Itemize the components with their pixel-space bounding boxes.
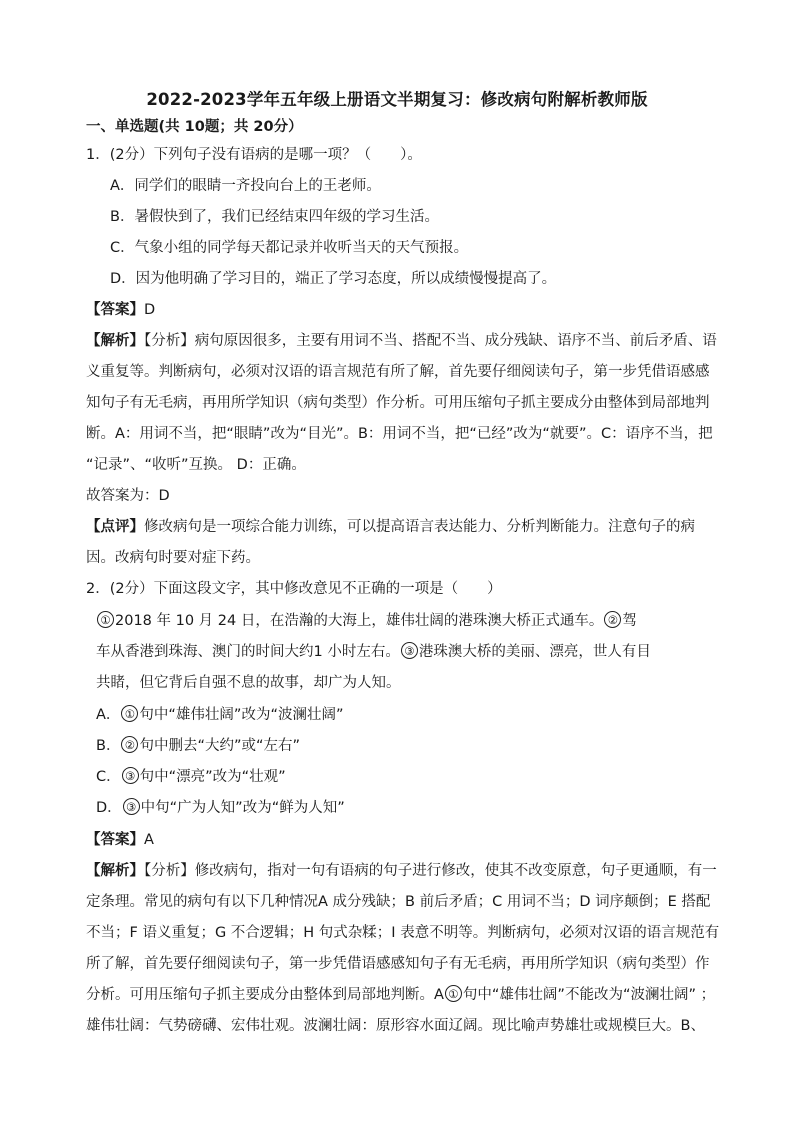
option-text: 句中删去“大约”或“左右”: [139, 738, 301, 754]
question-2-analysis-line: 不当；F 语义重复；G 不合逻辑；H 句式杂糅；I 表意不明等。判断病句，必须对汉语的语言规范有: [86, 925, 720, 941]
question-2-passage-line: 共睹，但它背后自强不息的故事，却广为人知。: [96, 675, 401, 691]
question-1-option-c: C．气象小组的同学每天都记录并收听当天的天气预报。: [110, 240, 469, 256]
passage-text: 港珠澳大桥的美丽、漂亮，世人有目: [418, 644, 651, 660]
question-2-passage-line: [96, 611, 637, 631]
question-2-analysis-line: [86, 861, 717, 881]
question-1-stem: 1．(2分）下列句子没有语病的是哪一项？（ ）。: [86, 147, 422, 163]
answer-value: A: [144, 832, 154, 848]
question-2-answer: [86, 830, 154, 850]
page-title: 2022-2023学年五年级上册语文半期复习：修改病句附解析教师版: [146, 90, 648, 109]
question-1-analysis-line: 知句子有无毛病，再用所学知识（病句类型）作分析。可用压缩句子抓主要成分由整体到局部地判: [86, 395, 710, 411]
passage-text: 车从香港到珠海、澳门的时间大约1 小时左右。: [96, 644, 400, 660]
passage-text: 驾: [622, 613, 637, 629]
question-2-analysis-line: 定条理。常见的病句有以下几种情况A 成分残缺；B 前后矛盾；C 用词不当；D 词序颠倒；E 搭配: [86, 894, 711, 910]
comment-text: 修改病句是一项综合能力训练，可以提高语言表达能力、分析判断能力。注意句子的病: [144, 519, 695, 535]
question-2-analysis-line: 所了解，首先要仔细阅读句子，第一步凭借语感感知句子有无毛病，再用所学知识（病句类型）作: [86, 956, 710, 972]
circled-number: ①: [121, 705, 138, 722]
question-2-option-a: [96, 705, 343, 725]
circled-number: ②: [121, 736, 138, 753]
circled-number: ③: [122, 767, 139, 784]
question-1-answer: [86, 300, 155, 320]
circled-number: ①: [97, 611, 114, 628]
option-prefix: B．: [96, 738, 121, 754]
answer-value: D: [144, 302, 156, 318]
question-1-analysis-line: 义重复等。判断病句，必须对汉语的语言规范有所了解，首先要仔细阅读句子，第一步凭借语感感: [86, 364, 710, 380]
answer-tag: 【答案】: [86, 302, 144, 318]
option-text: 中句“广为人知”改为“鲜为人知”: [140, 800, 345, 816]
circled-number: ③: [123, 798, 140, 815]
analysis-text: 【分析】修改病句，指对一句有语病的句子进行修改，使其不改变原意，句子更通顺，有一: [144, 863, 717, 879]
circled-number: ②: [604, 611, 621, 628]
answer-tag: 【答案】: [86, 832, 144, 848]
question-2-analysis-line: 雄伟壮阔：气势磅礴、宏伟壮观。波澜壮阔：原形容水面辽阔。现比喻声势雄壮或规模巨大。B、: [86, 1018, 705, 1034]
option-text: 句中“漂亮”改为“壮观”: [139, 769, 286, 785]
analysis-text: 分析。可用压缩句子抓主要成分由整体到局部地判断。A: [86, 987, 444, 1003]
analysis-text: 【分析】病句原因很多，主要有用词不当、搭配不当、成分残缺、语序不当、前后矛盾、语: [144, 333, 717, 349]
comment-tag: 【点评】: [86, 519, 144, 535]
question-2-option-d: [96, 798, 345, 818]
section-heading: 一、单选题(共 10题；共 20分）: [86, 119, 303, 135]
analysis-tag: 【解析】: [86, 333, 144, 349]
question-2-passage-line: [96, 642, 651, 662]
question-1-analysis-line: “记录”、“收听”互换。 D：正确。: [86, 457, 306, 473]
question-2-stem: 2．(2分）下面这段文字，其中修改意见不正确的一项是（ ）: [86, 581, 502, 597]
analysis-text: 句中“雄伟壮阔”不能改为“波澜壮阔” ；: [462, 987, 716, 1003]
option-prefix: A．: [96, 707, 121, 723]
question-1-analysis-line: [86, 331, 717, 351]
question-1-comment-line: [86, 517, 695, 537]
question-2-option-c: [96, 767, 286, 787]
option-text: 句中“雄伟壮阔”改为“波澜壮阔”: [139, 707, 344, 723]
question-1-option-d: D．因为他明确了学习目的，端正了学习态度，所以成绩慢慢提高了。: [110, 271, 557, 287]
circled-number: ①: [445, 985, 462, 1002]
option-prefix: C．: [96, 769, 121, 785]
question-2-analysis-line: [86, 985, 715, 1005]
analysis-tag: 【解析】: [86, 863, 144, 879]
question-1-option-a: A．同学们的眼睛一齐投向台上的王老师。: [110, 178, 381, 194]
question-1-comment-line: 因。改病句时要对症下药。: [86, 550, 260, 566]
question-1-analysis-line: 断。A：用词不当，把“眼睛”改为“目光”。B：用词不当，把“已经”改为“就要”。C：语序不当，把: [86, 426, 713, 442]
circled-number: ③: [401, 642, 418, 659]
passage-text: 2018 年 10 月 24 日，在浩瀚的大海上，雄伟壮阔的港珠澳大桥正式通车。: [115, 613, 604, 629]
question-1-conclusion: 故答案为：D: [86, 488, 170, 504]
option-prefix: D．: [96, 800, 122, 816]
question-1-option-b: B．暑假快到了，我们已经结束四年级的学习生活。: [110, 209, 439, 225]
question-2-option-b: [96, 736, 300, 756]
